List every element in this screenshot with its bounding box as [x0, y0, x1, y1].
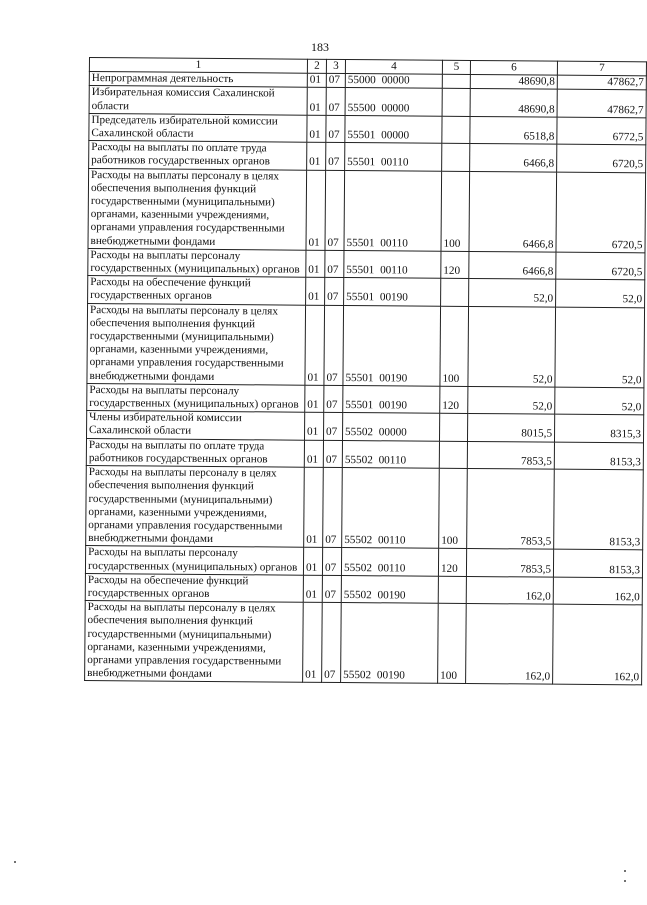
cell-amount-year-1: 48690,8 [470, 89, 557, 117]
table-row [88, 276, 645, 308]
cell-subsection: 07 [324, 385, 343, 413]
cell-name: Расходы на обеспечение функций государственных органов [88, 276, 306, 305]
cell-amount-year-2: 47862,7 [557, 90, 646, 118]
cell-target-article: 55501 00110 [345, 143, 442, 171]
table-row [85, 573, 642, 605]
table-row [88, 168, 646, 253]
cell-amount-year-1: 7853,5 [467, 441, 554, 469]
cell-amount-year-2: 6720,5 [556, 172, 646, 253]
cell-amount-year-2: 52,0 [555, 387, 644, 415]
cell-name: Расходы на выплаты персоналу в целях обеспечения выполнения функций государственными (муниципальными) органами, казенными учреждениями, органами управления государственными внебюджетными фондами [87, 303, 306, 385]
header-col-4: 4 [345, 60, 442, 75]
cell-amount-year-1: 48690,8 [470, 75, 557, 90]
table-row [89, 141, 646, 173]
cell-amount-year-2: 47862,7 [557, 75, 646, 90]
cell-target-article: 55502 00000 [342, 413, 439, 441]
cell-section: 01 [306, 277, 325, 305]
cell-amount-year-2: 8153,3 [554, 469, 644, 550]
table-row [87, 303, 645, 388]
cell-target-article: 55500 00000 [345, 88, 442, 116]
cell-subsection: 07 [326, 143, 345, 171]
cell-target-article: 55502 00110 [342, 440, 439, 468]
cell-section: 01 [306, 250, 325, 278]
cell-amount-year-1: 8015,5 [467, 414, 554, 442]
cell-section: 01 [307, 73, 326, 87]
cell-name: Расходы на выплаты персоналу государственных (муниципальных) органов [88, 248, 306, 277]
header-col-1: 1 [89, 58, 307, 74]
budget-table [84, 57, 647, 686]
cell-name: Избирательная комиссия Сахалинской области [89, 86, 307, 115]
cell-name: Непрограммная деятельность [89, 72, 307, 88]
cell-expense-type [442, 143, 470, 171]
cell-target-article: 55501 00000 [345, 115, 442, 143]
cell-amount-year-2: 52,0 [556, 279, 645, 307]
table-body [85, 72, 647, 685]
cell-amount-year-2: 8153,3 [554, 442, 643, 470]
header-col-6: 6 [470, 60, 557, 75]
cell-subsection: 07 [324, 305, 344, 385]
page-number: 183 [311, 40, 329, 54]
cell-subsection: 07 [322, 548, 341, 576]
cell-amount-year-1: 6466,8 [469, 251, 556, 279]
table-row [87, 383, 644, 415]
cell-amount-year-2: 6772,5 [557, 117, 646, 145]
cell-expense-type [439, 441, 467, 469]
cell-expense-type [442, 74, 470, 88]
cell-target-article: 55502 00190 [341, 575, 438, 603]
cell-section: 01 [307, 115, 326, 143]
header-col-7: 7 [557, 61, 646, 76]
cell-name: Расходы на выплаты персоналу государственных (муниципальных) органов [87, 383, 305, 412]
cell-subsection: 07 [323, 413, 342, 441]
scan-speck [624, 880, 626, 882]
cell-target-article: 55502 00110 [341, 548, 438, 576]
table-row [89, 86, 646, 118]
cell-expense-type: 100 [441, 171, 470, 251]
cell-expense-type: 120 [441, 251, 469, 279]
cell-amount-year-1: 7853,5 [467, 469, 555, 550]
cell-amount-year-2: 162,0 [553, 577, 642, 605]
scan-speck [14, 861, 16, 863]
cell-subsection: 07 [326, 115, 345, 143]
cell-subsection: 07 [325, 250, 344, 278]
cell-name: Расходы на выплаты по оплате труда работников государственных органов [89, 141, 307, 170]
table-row [86, 466, 644, 551]
cell-subsection: 07 [322, 575, 341, 603]
cell-name: Расходы на обеспечение функций государственных органов [85, 573, 303, 602]
cell-expense-type [439, 414, 467, 442]
cell-expense-type [441, 279, 469, 307]
table-row [86, 438, 643, 470]
cell-target-article: 55501 00110 [344, 170, 442, 251]
cell-amount-year-1: 6466,8 [469, 171, 557, 252]
cell-section: 01 [305, 305, 325, 385]
cell-amount-year-2: 6720,5 [556, 252, 645, 280]
cell-section: 01 [304, 467, 324, 547]
table-row [85, 601, 643, 686]
scan-speck [624, 870, 626, 872]
cell-amount-year-1: 7853,5 [466, 549, 553, 577]
cell-amount-year-1: 52,0 [469, 279, 556, 307]
cell-section: 01 [307, 142, 326, 170]
cell-amount-year-2: 8153,3 [553, 549, 642, 577]
cell-section: 01 [307, 88, 326, 116]
cell-expense-type: 120 [440, 386, 468, 414]
cell-amount-year-1: 6518,8 [470, 116, 557, 144]
cell-subsection: 07 [326, 74, 345, 88]
cell-section: 01 [306, 170, 326, 250]
header-col-2: 2 [307, 59, 326, 73]
cell-amount-year-2: 6720,5 [557, 144, 646, 172]
cell-expense-type: 100 [439, 468, 468, 548]
cell-expense-type [442, 89, 470, 117]
cell-target-article: 55000 00000 [345, 74, 442, 89]
cell-section: 01 [305, 385, 324, 413]
cell-name: Председатель избирательной комиссии Сахалинской области [89, 113, 307, 142]
cell-section: 01 [303, 575, 322, 603]
cell-subsection: 07 [323, 467, 343, 547]
table-row [85, 546, 642, 578]
cell-amount-year-1: 52,0 [468, 306, 556, 387]
cell-name: Расходы на выплаты персоналу в целях обеспечения выполнения функций государственными (муниципальными) органами, казенными учреждениями, органами управления государственными внебюджетными фондами [88, 168, 307, 250]
cell-target-article: 55501 00190 [343, 385, 440, 413]
cell-amount-year-2: 8315,3 [554, 414, 643, 442]
cell-name: Расходы на выплаты по оплате труда работников государственных органов [86, 438, 304, 467]
cell-name: Расходы на выплаты персоналу государственных (муниципальных) органов [85, 546, 303, 575]
cell-target-article: 55502 00190 [341, 603, 439, 684]
table-row [88, 248, 645, 280]
cell-subsection: 07 [325, 170, 345, 250]
table-row [89, 113, 646, 145]
table-row [87, 411, 644, 443]
cell-expense-type [438, 576, 466, 604]
cell-subsection: 07 [322, 602, 342, 682]
cell-section: 01 [304, 412, 323, 440]
cell-amount-year-1: 162,0 [466, 604, 554, 685]
cell-name: Расходы на выплаты персоналу в целях обеспечения выполнения функций государственными (муниципальными) органами, казенными учреждениями, органами управления государственными внебюджетными фондами [86, 466, 305, 548]
cell-expense-type [442, 116, 470, 144]
cell-section: 01 [303, 602, 323, 682]
cell-amount-year-2: 52,0 [555, 307, 645, 388]
cell-expense-type: 100 [440, 306, 469, 386]
cell-section: 01 [303, 548, 322, 576]
cell-target-article: 55501 00110 [344, 250, 441, 278]
cell-section: 01 [304, 440, 323, 468]
cell-subsection: 07 [323, 440, 342, 468]
cell-expense-type: 120 [438, 549, 466, 577]
cell-subsection: 07 [326, 88, 345, 116]
cell-target-article: 55501 00190 [344, 278, 441, 306]
cell-amount-year-1: 6466,8 [470, 144, 557, 172]
cell-subsection: 07 [325, 278, 344, 306]
cell-amount-year-1: 162,0 [466, 576, 553, 604]
cell-target-article: 55501 00190 [343, 305, 441, 386]
cell-name: Члены избирательной комиссии Сахалинской области [87, 411, 305, 440]
cell-amount-year-1: 52,0 [468, 386, 555, 414]
cell-target-article: 55502 00110 [342, 468, 440, 549]
cell-name: Расходы на выплаты персоналу в целях обеспечения выполнения функций государственными (муниципальными) органами, казенными учреждениями, органами управления государственными внебюджетными фондами [85, 601, 304, 683]
cell-expense-type: 100 [438, 603, 467, 683]
header-col-5: 5 [442, 60, 470, 74]
header-col-3: 3 [326, 59, 345, 73]
cell-amount-year-2: 162,0 [553, 604, 643, 685]
